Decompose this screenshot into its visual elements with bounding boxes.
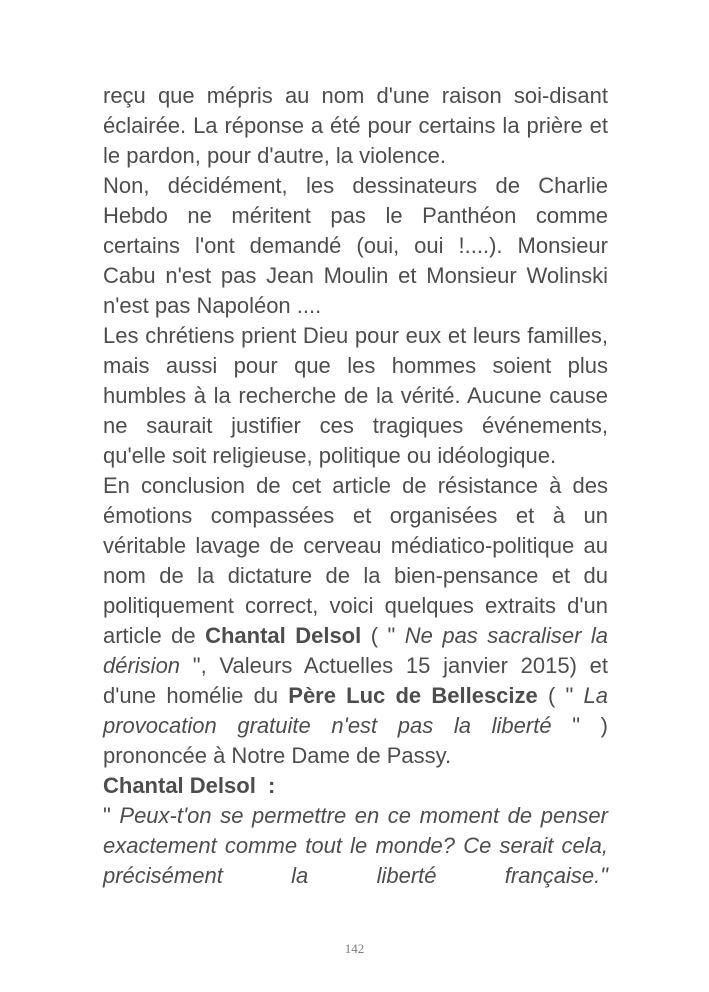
page-number: 142 — [344, 941, 365, 956]
text-run: ( " — [537, 683, 584, 708]
paragraph — [103, 321, 608, 471]
italic-text-run: Peux-t'on se permettre en ce moment de penser exactement comme tout le monde? Ce serait cela, précisément la liberté française." — [103, 803, 608, 888]
paragraph — [103, 81, 608, 171]
paragraph — [103, 171, 608, 321]
bold-text-run: Père Luc de Bellescize — [288, 683, 538, 708]
text-run: En conclusion de cet article de résistance à des émotions compassées et organisées et à un véritable lavage de cerveau médiatico-politique au nom de la dictature de la bien-pensance et du politiquement correct, voici quelques extraits d'un article de — [103, 473, 608, 648]
text-run: ( " — [361, 623, 405, 648]
text-run: reçu que mépris au nom d'une raison soi-disant éclairée. La réponse a été pour certains la prière et le pardon, pour d'autre, la violence. — [103, 83, 608, 168]
text-run: " ) prononcée à Notre Dame de Passy. — [103, 713, 608, 768]
page-text — [103, 81, 608, 891]
paragraph — [103, 801, 608, 891]
italic-text-run: La provocation gratuite n'est pas la liberté — [103, 683, 608, 738]
italic-text-run: Ne pas sacraliser la dérision — [103, 623, 608, 678]
text-run: Les chrétiens prient Dieu pour eux et leurs familles, mais aussi pour que les hommes soient plus humbles à la recherche de la vérité. Aucune cause ne saurait justifier ces tragiques événements, qu'elle soit religieuse, politique ou idéologique. — [103, 323, 608, 468]
bold-text-run: Chantal Delsol : — [103, 773, 276, 798]
text-run: Non, décidément, les dessinateurs de Charlie Hebdo ne méritent pas le Panthéon comme certains l'ont demandé (oui, oui !....). Monsieur Cabu n'est pas Jean Moulin et Monsieur Wolinski n'est pas Napoléon .... — [103, 173, 608, 318]
text-run: " — [103, 803, 120, 828]
text-run: ", Valeurs Actuelles 15 janvier 2015) et d'une homélie du — [103, 653, 608, 708]
bold-text-run: Chantal Delsol — [205, 623, 362, 648]
paragraph — [103, 471, 608, 771]
paragraph — [103, 771, 608, 801]
